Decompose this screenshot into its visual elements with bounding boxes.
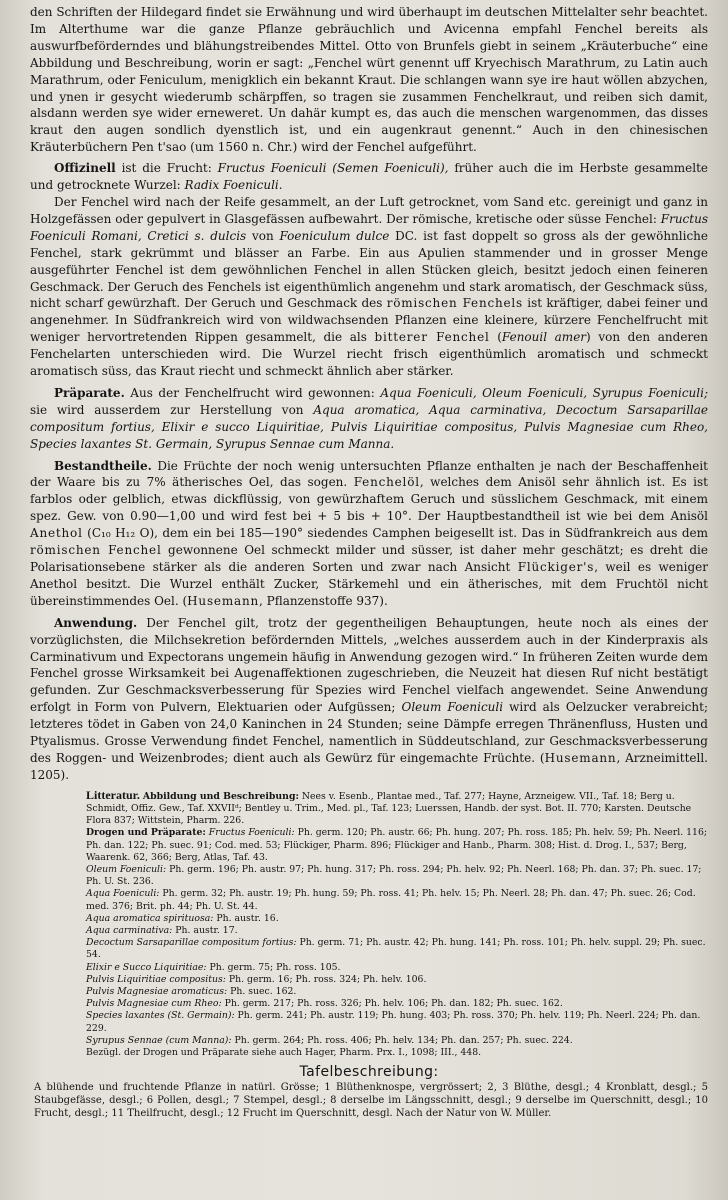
litteratur-heading: Litteratur.	[86, 787, 140, 802]
entry-text: Ph. germ. 241; Ph. austr. 119; Ph. hung. 403; Ph. ross. 370; Ph. helv. 119; Ph. Neerl. 224; Ph. dan. 229.	[86, 1010, 701, 1034]
entry-text: Ph. germ. 71; Ph. austr. 42; Ph. hung. 141; Ph. ross. 101; Ph. helv. suppl. 29; Ph. suec. 54.	[86, 937, 706, 961]
text-run: , Pflanzenstoffe 937).	[259, 593, 388, 608]
text-run: ) von den anderen Fenchelarten unterschieden wird. Die Wurzel riecht frisch eigenthümlich aromatisch und schmeckt aromatisch süss, das Kraut riecht und schmeckt ähnlich aber stärker.	[30, 330, 708, 379]
bestandtheile-heading: Bestandtheile.	[54, 458, 152, 473]
offizinell-intro	[30, 160, 708, 194]
text-run: Der Fenchel gilt, trotz der gegentheiligen Behauptungen, heute noch als eines der vorzüglichsten, die Milchsekretion befördernden Mittels, „welches ausserdem auch in der Kinderpraxis als Carminativum und Expectorans ungemein häufig in Anwendung gezogen wird.“ In früheren Zeiten wurde dem Fenchel grosse Wirksamkeit bei Augenaffektionen zugeschrieben, die Neuzeit hat diesen Ruf nicht bestätigt gefunden. Zur Geschmacksverbesserung für Spezies wird Fenchel vielfach angewendet. Seine Anwendung erfolgt in Form von Pulvern, Elektuarien oder Aufgüssen;	[30, 615, 708, 715]
text-run: ist kräftiger, dabei feiner und angenehmer. In Südfrankreich wird von wildwachsenden Pflanzen eine kleinere, kürzere Fenchelfrucht mit weniger hervortretenden Rippen gesammelt, die als	[30, 296, 709, 345]
text-run: , weil es weniger Anethol besitzt. Die Wurzel enthält Zucker, Stärkemehl und ein ätherisches, mit dem Fruchtöl nicht übereinstimmendes Oel. (	[30, 560, 708, 608]
text-run: von	[246, 228, 280, 243]
litteratur-entries	[30, 864, 708, 1047]
litteratur-entry	[30, 1010, 708, 1034]
text-run: ist die Frucht:	[115, 161, 218, 176]
litteratur-entry	[30, 888, 708, 912]
spaced-term: Anethol	[30, 526, 83, 541]
anwendung-heading: Anwendung.	[54, 615, 138, 630]
text-run: , welches dem Anisöl sehr ähnlich ist. Es ist farblos oder gelblich, etwas dickflüssig, von gewürzhaftem Geruch und süsslichem Geschmack, mit einem spez. Gew. von 0.90—1,00 und wird fest bei + 5 bis + 10°. Der Hauptbestandtheil ist wie bei dem Anisöl	[30, 475, 708, 524]
litteratur-drogen	[30, 827, 708, 864]
spaced-term: bitterer Fenchel	[374, 330, 490, 345]
latin-term: Aqua aromatica, Aqua carminativa, Decoctum Sarsaparillae compositum fortius, Elixir e succo Liquiritiae, Pulvis Liquiritiae compositus, Pulvis Magnesiae cum Rheo, Species laxantes St. Germain, Syrupus Sennae cum Manna.	[30, 402, 708, 451]
drogen-label: Drogen und Präparate:	[86, 827, 206, 839]
spaced-term: römischen Fenchels	[386, 296, 524, 311]
bestandtheile-section	[30, 458, 708, 610]
latin-term: Oleum Foeniculi	[401, 700, 504, 715]
litteratur-entry	[30, 913, 708, 925]
latin-term: Radix Foeniculi.	[184, 178, 283, 193]
litteratur-entry	[30, 962, 708, 974]
praeparate-paragraph	[30, 385, 708, 453]
spaced-term: Husemann	[187, 593, 260, 608]
text-run: Der Fenchel wird nach der Reife gesammelt, an der Luft getrocknet, vom Sand etc. gereinigt und ganz in Holzgefässen oder gepulvert in Glasgefässen aufbewahrt. Der römische, kretische oder süsse Fenchel:	[30, 194, 708, 226]
entry-name: Aqua aromatica spirituosa:	[86, 912, 214, 924]
entry-text: Ph. germ. 16; Ph. ross. 324; Ph. helv. 106.	[225, 973, 427, 985]
entry-name: Aqua carminativa:	[86, 925, 173, 937]
continuation-paragraph: den Schriften der Hildegard findet sie Erwähnung und wird überhaupt im deutschen Mittelalter sehr beachtet. Im Alterthume war die ganze Pflanze gebräuchlich und Avicenna empfahl Fenchel bereits als auswurfbeförderndes und blähungstreibendes Mittel. Otto von Brunfels giebt in seinem „Kräuterbuche“ eine Abbildung und Beschreibung, worin er sagt: „Fenchel würt genennt uff Kryechisch Marathrum, zu Latin auch Marathrum, oder Feniculum, menigklich ein bekannt Kraut. Die schlangen wann sye ire haut wöllen abzychen, und ynen ir gesycht wiederumb schärpffen, so tragen sie zusammen Fenchelkraut, und reiben sich damit, alsdann werden sye wider erneweret. Un dahär kumpt es, das auch die menschen wargenommen, das disses kraut den augen sondlich dyenstlich ist, und ein augenkraut genennt.“ Auch in den chinesischen Kräuterbüchern Pen t'sao (um 1560 n. Chr.) wird der Fenchel aufgeführt.	[30, 5, 708, 155]
praeparate-heading: Präparate.	[54, 385, 125, 400]
litteratur-entry	[30, 925, 708, 937]
litteratur-entry	[30, 974, 708, 986]
entry-name: Oleum Foeniculi:	[86, 864, 167, 875]
tafel-heading: Tafelbeschreibung:	[299, 1064, 439, 1081]
entry-text: Ph. germ. 196; Ph. austr. 97; Ph. hung. 317; Ph. ross. 294; Ph. helv. 92; Ph. Neerl. 168; Ph. dan. 37; Ph. suec. 17; Ph. U. St. 236.	[86, 864, 702, 888]
drog-name: Fructus Foeniculi:	[205, 827, 295, 839]
entry-name: Pulvis Magnesiae aromaticus:	[86, 986, 228, 998]
text-run: Aus der Fenchelfrucht wird gewonnen:	[124, 385, 381, 400]
litteratur-section	[30, 789, 708, 1059]
entry-name: Elixir e Succo Liquiritiae:	[86, 961, 207, 973]
entry-text: Ph. germ. 264; Ph. ross. 406; Ph. helv. 134; Ph. dan. 257; Ph. suec. 224.	[231, 1034, 573, 1046]
text-run: DC. ist fast doppelt so gross als der gewöhnliche Fenchel, stark gekrümmt und blässer an Farbe. Ein aus Apulien stammender und in grosser Menge ausgeführter Fenchel ist dem gewöhnlichen Fenchel in allen Stücken gleich, besitzt jedoch einen feineren Geschmack. Der Geruch des Fenchels ist eigenthümlich angenehm und stark aromatisch, der Geschmack süss, nicht scharf gewürzhaft. Der Geruch und Geschmack des	[30, 228, 709, 311]
text-run: Nees v. Esenb., Plantae med., Taf. 277; Hayne, Arzneigew. VII., Taf. 18; Berg u. Schmidt, Offiz. Gew., Taf. XXVIIᵈ; Bentley u. Trim., Med. pl., Taf. 123; Luerssen, Handb. der syst. Bot. II. 770; Karsten. Deutsche Flora 837; Wittstein, Pharm. 226.	[86, 790, 692, 827]
offizinell-description	[30, 194, 708, 380]
text-run: Ph. germ. 120; Ph. austr. 66; Ph. hung. 207; Ph. ross. 185; Ph. helv. 59; Ph. Neerl. 116; Ph. dan. 122; Ph. suec. 91; Cod. med. 53; Flückiger, Pharm. 896; Flückiger and Hanb., Pharm. 308; Hist. d. Drog. I., 537; Berg, Waarenk. 62, 366; Berg, Atlas, Taf. 43.	[86, 827, 708, 863]
entry-name: Species laxantes (St. Germain):	[86, 1010, 235, 1022]
text-run: wird als Oelzucker verabreicht; letzteres tödet in Gaben von 24,0 Kaninchen in 24 Stunden; seine Dämpfe erregen Thränenfluss, Husten und Ptyalismus. Grosse Verwendung findet Fenchel, namentlich in Süddeutschland, zur Geschmacksverbesserung des Roggen- und Weizenbrodes; dient auch als Gewürz für eingemachte Früchte. (	[30, 700, 709, 765]
latin-term: Fructus Foeniculi Romani, Cretici s. dulcis	[30, 211, 708, 243]
text-run: , Arzneimittell. 1205).	[30, 750, 708, 782]
anwendung-paragraph	[30, 615, 708, 784]
praeparate-section	[30, 385, 708, 453]
litteratur-entry	[30, 998, 708, 1010]
latin-term: Foeniculum dulce	[279, 228, 390, 243]
spaced-term: Fenchelöl	[353, 475, 420, 490]
latin-term: Fenouil amer	[501, 330, 587, 345]
latin-term: Aqua Foeniculi, Oleum Foeniculi, Syrupus Foeniculi;	[380, 385, 708, 400]
text-run: gewonnene Oel schmeckt milder und süsser, ist daher mehr geschätzt; es dreht die Polarisationsebene stärker als die anderen Sorten und zwar nach Ansicht	[30, 543, 708, 574]
entry-name: Aqua Foeniculi:	[86, 888, 160, 900]
entry-name: Decoctum Sarsaparillae compositum fortius:	[86, 937, 297, 949]
bestandtheile-paragraph	[30, 458, 708, 610]
entry-name: Syrupus Sennae (cum Manna):	[86, 1034, 232, 1046]
text-run: sie wird ausserdem zur Herstellung von	[30, 402, 314, 417]
entry-text: Ph. germ. 32; Ph. austr. 19; Ph. hung. 59; Ph. ross. 41; Ph. helv. 15; Ph. Neerl. 28; Ph. dan. 47; Ph. suec. 26; Cod. med. 376; Brit. ph. 44; Ph. U. St. 44.	[86, 888, 696, 912]
entry-text: Ph. germ. 75; Ph. ross. 105.	[206, 961, 341, 973]
tafel-text: A blühende und fruchtende Pflanze in natürl. Grösse; 1 Blüthenknospe, vergrössert; 2, 3 Blüthe, desgl.; 4 Kronblatt, desgl.; 5 Staubgefässe, desgl.; 6 Pollen, desgl.; 7 Stempel, desgl.; 8 derselbe im Längsschnitt, desgl.; 9 derselbe im Querschnitt, desgl.; 10 Frucht, desgl.; 11 Theilfrucht, desgl.; 12 Frucht im Querschnitt, desgl. Nach der Natur von W. Müller.	[34, 1082, 708, 1120]
entry-text: Ph. austr. 17.	[172, 925, 238, 937]
litteratur-entry	[30, 1035, 708, 1047]
litteratur-entry	[30, 986, 708, 998]
anwendung-section	[30, 615, 708, 784]
latin-term: Fructus Foeniculi (Semen Foeniculi),	[217, 161, 449, 176]
abbildung-label: Abbildung und Beschreibung:	[142, 790, 299, 802]
offizinell-section	[30, 160, 708, 380]
entry-text: Ph. germ. 217; Ph. ross. 326; Ph. helv. 106; Ph. dan. 182; Ph. suec. 162.	[221, 998, 563, 1010]
spaced-term: Husemann	[544, 750, 617, 765]
offizinell-heading: Offizinell	[54, 161, 116, 176]
entry-text: Ph. austr. 16.	[213, 912, 279, 924]
litteratur-entry	[30, 937, 708, 961]
entry-name: Pulvis Magnesiae cum Rheo:	[86, 998, 222, 1010]
text-run: (	[489, 330, 502, 345]
spaced-term: Flückiger's	[517, 560, 595, 574]
entry-name: Pulvis Liquiritiae compositus:	[86, 973, 226, 985]
text-run: früher auch die im Herbste gesammelte und getrocknete Wurzel:	[30, 161, 708, 193]
entry-text: Ph. suec. 162.	[227, 986, 297, 998]
litteratur-entry	[30, 864, 708, 888]
spaced-term: römischen Fenchel	[30, 543, 162, 558]
text-run: (C₁₀ H₁₂ O), dem ein bei 185—190° siedendes Camphen beigesellt ist. Das in Südfrankreich aus dem	[82, 526, 708, 541]
litteratur-abbildung	[30, 789, 708, 828]
page-content	[30, 4, 708, 1120]
litteratur-bezugl: Bezügl. der Drogen und Präparate siehe auch Hager, Pharm. Prx. I., 1098; III., 448.	[86, 1047, 482, 1059]
text-run: Die Früchte der noch wenig untersuchten Pflanze enthalten je nach der Beschaffenheit der Waare bis zu 7% ätherisches Oel, das sogen.	[30, 458, 708, 490]
